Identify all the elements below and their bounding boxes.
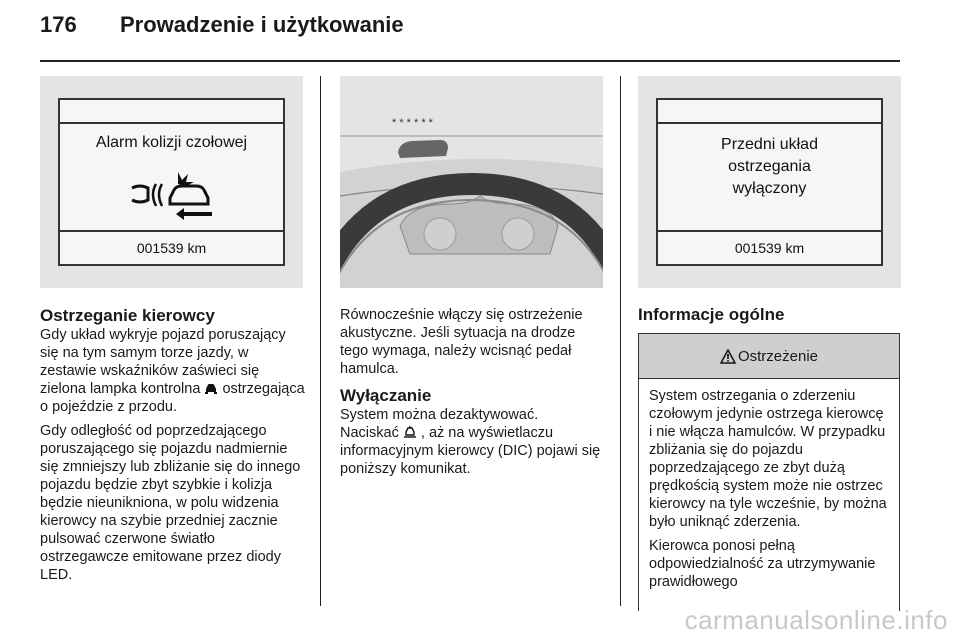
illustration-windshield-leds (340, 76, 603, 288)
collision-alert-button-icon (403, 426, 417, 438)
warning-box-header (639, 334, 899, 379)
column-divider-1 (320, 76, 321, 606)
display-message-line-1: Przedni układ (721, 136, 818, 153)
warning-box-body (639, 379, 899, 599)
illustration-system-off (638, 76, 901, 288)
forward-collision-icon (126, 166, 222, 222)
display-odometer: 001539 km (136, 240, 207, 256)
display-message: Alarm kolizji czołowej (95, 134, 248, 151)
vehicle-ahead-icon (204, 383, 218, 394)
paragraph: Gdy układ wykryje pojazd poruszający się na tym samym torze jazdy, w zestawie wskaźników zaświeci się zielona lampka kontrolna ostrzegająca o pojeździe z przodu. (40, 327, 305, 415)
display-odometer: 001539 km (734, 240, 805, 256)
page-number: 176 (40, 12, 77, 37)
header-rule (40, 60, 900, 62)
warning-triangle-icon (720, 349, 736, 364)
dic-display (58, 98, 285, 266)
paragraph: Gdy odległość od poprzedzającego poruszającego się pojazdu nadmiernie się zmniejszy lub zbliżanie się do innego pojazdu będzie zbyt szybkie i kolizja będzie nieunikniona, w polu widzenia kierowcy na szybie przedniej zacznie pulsować czerwone światło ostrzegawcze emitowane przez diody LED. (40, 423, 301, 583)
paragraph: Równocześnie włączy się ostrzeżenie akustyczne. Jeśli sytuacja na drodze tego wymaga, należy wcisnąć pedał hamulca. (340, 307, 583, 377)
warning-title: Ostrzeżenie (737, 347, 819, 365)
illustration-collision-alarm (40, 76, 303, 288)
display-message-line-2: ostrzegania (728, 158, 811, 175)
warning-paragraph: System ostrzegania o zderzeniu czołowym jedynie ostrzega kierowcę i nie włącza hamulców. W przypadku zbliżania się do pojazdu poprzedzającego ze zbyt dużą prędkością system może nie ostrzec kierowcy na tyle wcześnie, by można było uniknąć zderzenia. (649, 388, 887, 530)
column-2-text (340, 306, 606, 478)
section-heading-deactivation: Wyłączanie (340, 386, 432, 405)
warning-box (638, 333, 900, 611)
section-heading-general-info: Informacje ogólne (638, 305, 785, 324)
warning-paragraph: Kierowca ponosi pełną odpowiedzialność za utrzymywanie prawidłowego (649, 538, 876, 590)
section-heading-driver-warning: Ostrzeganie kierowcy (40, 306, 215, 325)
paragraph: Naciskać , aż na wyświetlaczu informacyjnym kierowcy (DIC) pojawi się poniższy komunikat. (340, 425, 601, 477)
column-1-text (40, 306, 306, 584)
watermark: carmanualsonline.info (684, 605, 948, 635)
display-message-line-3: wyłączony (732, 180, 807, 197)
dashboard-illustration (340, 76, 603, 288)
column-divider-2 (620, 76, 621, 606)
paragraph: System można dezaktywować. (340, 407, 539, 423)
dic-display (656, 98, 883, 266)
page-title: Prowadzenie i użytkowanie (120, 12, 404, 37)
svg-text:* * * * * *: * * * * * * (392, 117, 433, 129)
